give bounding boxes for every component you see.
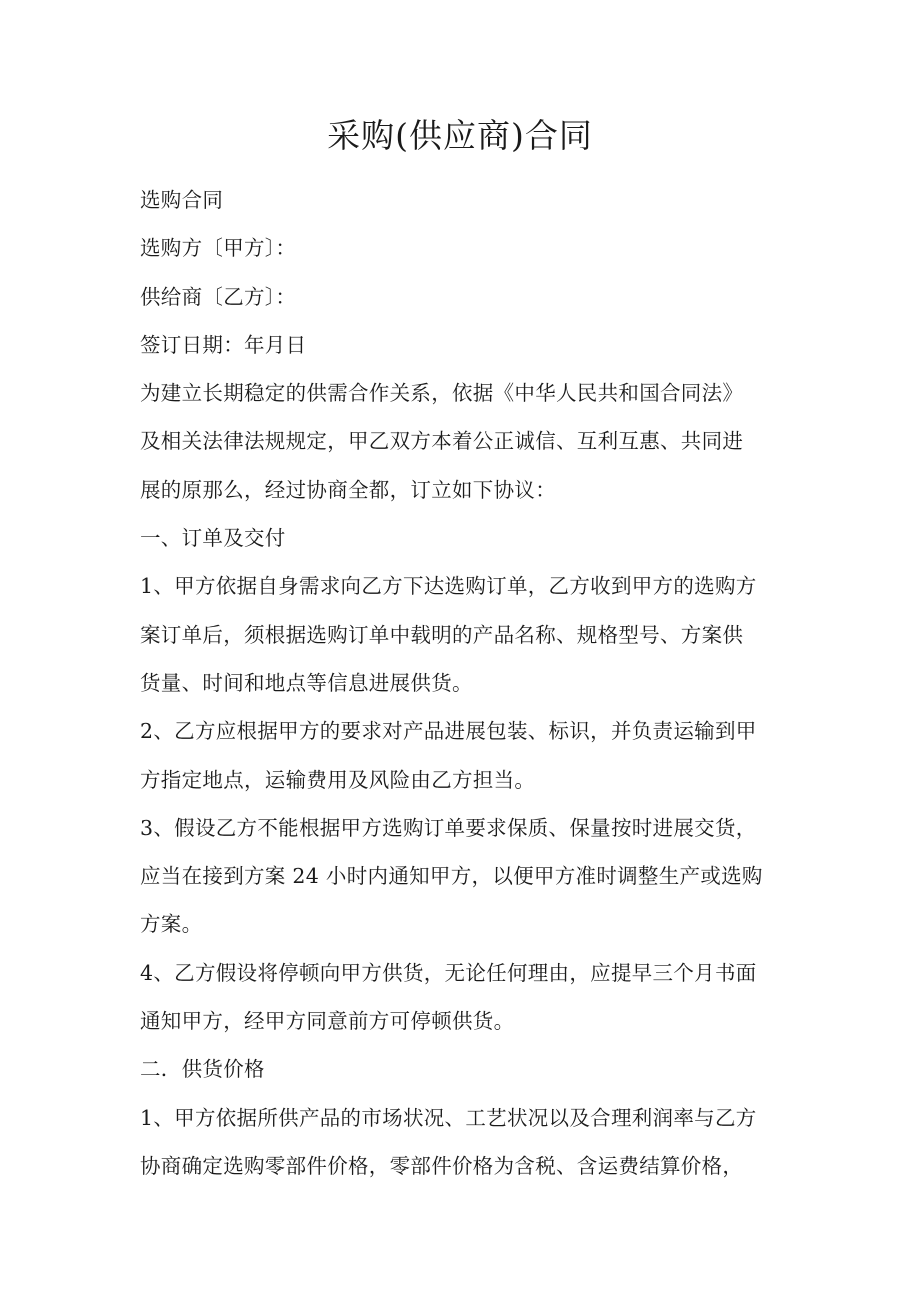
clause-line: 协商确定选购零部件价格，零部件价格为含税、含运费结算价格， [140,1153,744,1178]
clause-line: 1、甲方依据自身需求向乙方下达选购订单，乙方收到甲方的选购方 [140,574,757,599]
clause-line: 3、假设乙方不能根据甲方选购订单要求保质、保量按时进展交货， [140,815,757,840]
clause-line: 4、乙方假设将停顿向甲方供货，无论任何理由，应提早三个月书面 [140,960,757,985]
heading-contract: 选购合同 [140,188,224,212]
preamble-line: 为建立长期稳定的供需合作关系，依据《中华人民共和国合同法》 [140,381,744,406]
document-title: 采购(供应商)合同 [327,116,593,155]
clause-line: 2、乙方应根据甲方的要求对产品进展包装、标识，并负责运输到甲 [140,719,757,744]
clause-line: 通知甲方，经甲方同意前方可停顿供货。 [140,1009,515,1034]
clause-line: 方指定地点，运输费用及风险由乙方担当。 [140,767,536,792]
document-body [140,176,780,1190]
section-heading-price: 二．供货价格 [140,1057,265,1082]
clause-line: 应当在接到方案 24 小时内通知甲方，以便甲方准时调整生产或选购 [140,864,763,889]
clause-line: 货量、时间和地点等信息进展供货。 [140,670,473,695]
party-a-line: 选购方〔甲方〕： [140,236,297,261]
preamble-line: 展的原那么，经过协商全都，订立如下协议： [140,477,556,502]
clause-line: 1、甲方依据所供产品的市场状况、工艺状况以及合理利润率与乙方 [140,1105,757,1130]
clause-line: 案订单后，须根据选购订单中载明的产品名称、规格型号、方案供 [140,622,744,647]
signing-date-line: 签订日期：年月日 [140,332,307,357]
preamble-line: 及相关法律法规规定，甲乙双方本着公正诚信、互利互惠、共同进 [140,429,744,454]
section-heading-orders: 一、订单及交付 [140,526,286,551]
clause-line: 方案。 [140,912,203,937]
party-b-line: 供给商〔乙方〕： [140,284,297,309]
